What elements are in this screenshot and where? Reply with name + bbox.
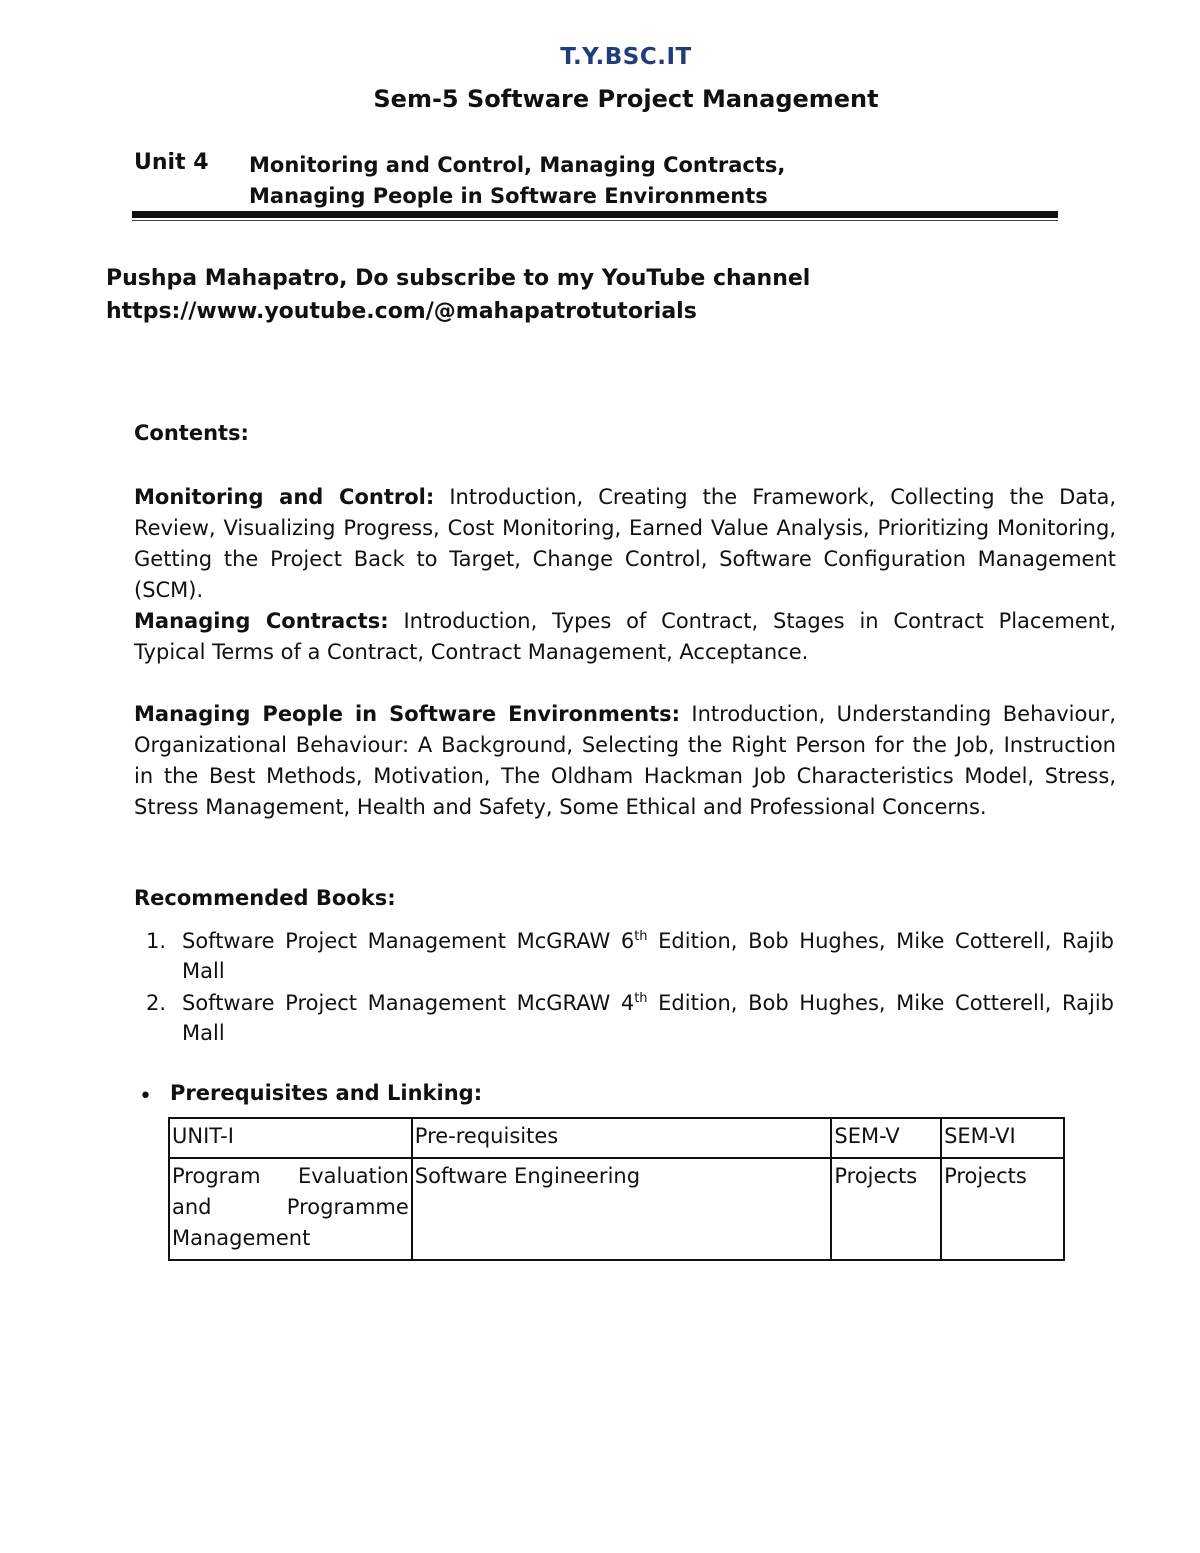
table-cell: Software Engineering (412, 1158, 832, 1260)
channel-link[interactable]: https://www.youtube.com/@mahapatrotutorials (106, 299, 697, 324)
table-cell: Projects (941, 1158, 1064, 1260)
section-title: Managing Contracts: (134, 609, 389, 633)
book-edition-suffix: th (634, 929, 648, 944)
unit-title-line2: Managing People in Software Environments (249, 184, 768, 208)
course-title: T.Y.BSC.IT (560, 44, 692, 70)
table-header-cell: Pre-requisites (412, 1118, 832, 1158)
book-edition-suffix: th (634, 991, 648, 1006)
unit-title-line1: Monitoring and Control, Managing Contracts, (249, 153, 786, 177)
section-title: Monitoring and Control: (134, 485, 435, 509)
table-header-cell: SEM-VI (941, 1118, 1064, 1158)
table-header-cell: UNIT-I (169, 1118, 412, 1158)
section-people (134, 699, 1116, 823)
table-header-row (169, 1118, 1064, 1158)
unit-title (249, 150, 949, 212)
prereq-heading: Prerequisites and Linking: (170, 1081, 483, 1105)
book-title: Software Project Management McGRAW 6 (182, 929, 635, 953)
table-row (169, 1158, 1064, 1260)
header-divider (132, 211, 1058, 218)
book-item (182, 926, 1114, 986)
book-title: Software Project Management McGRAW 4 (182, 991, 635, 1015)
section-title: Managing People in Software Environments: (134, 702, 681, 726)
header-divider-thin (132, 220, 1058, 221)
subject-title: Sem-5 Software Project Management (373, 85, 879, 113)
unit-label: Unit 4 (134, 150, 209, 175)
book-authors: Edition, Bob Hughes, Mike Cotterell, Rajib Mall (182, 929, 1114, 983)
table-header-cell: SEM-V (831, 1118, 941, 1158)
table-cell: Projects (831, 1158, 941, 1260)
section-monitoring (134, 482, 1116, 606)
books-heading: Recommended Books: (134, 886, 396, 910)
bullet-icon: • (139, 1084, 152, 1109)
book-number: 2. (146, 991, 167, 1015)
book-authors: Edition, Bob Hughes, Mike Cotterell, Rajib Mall (182, 991, 1114, 1045)
book-item (182, 988, 1114, 1048)
author-line: Pushpa Mahapatro, Do subscribe to my YouTube channel (106, 266, 811, 291)
section-body: Introduction, Creating the Framework, Collecting the Data, Review, Visualizing Progress, Cost Monitoring, Earned Value Analysis, Prioritizing Monitoring, Getting the Project Back to Target, Change Control, Software Configuration Management (SCM). (134, 485, 1116, 602)
section-contracts (134, 606, 1116, 668)
section-body: Introduction, Understanding Behaviour, Organizational Behaviour: A Background, Selecting the Right Person for the Job, Instruction in the Best Methods, Motivation, The Oldham Hackman Job Characteristics Model, Stress, Stress Management, Health and Safety, Some Ethical and Professional Concerns. (134, 702, 1116, 819)
author-block (106, 262, 810, 328)
book-number: 1. (146, 929, 167, 953)
contents-heading: Contents: (134, 421, 249, 445)
prereq-table (168, 1117, 1065, 1261)
table-cell: Program Evaluation and Programme Management (169, 1158, 412, 1260)
section-body: Introduction, Types of Contract, Stages in Contract Placement, Typical Terms of a Contract, Contract Management, Acceptance. (134, 609, 1116, 664)
